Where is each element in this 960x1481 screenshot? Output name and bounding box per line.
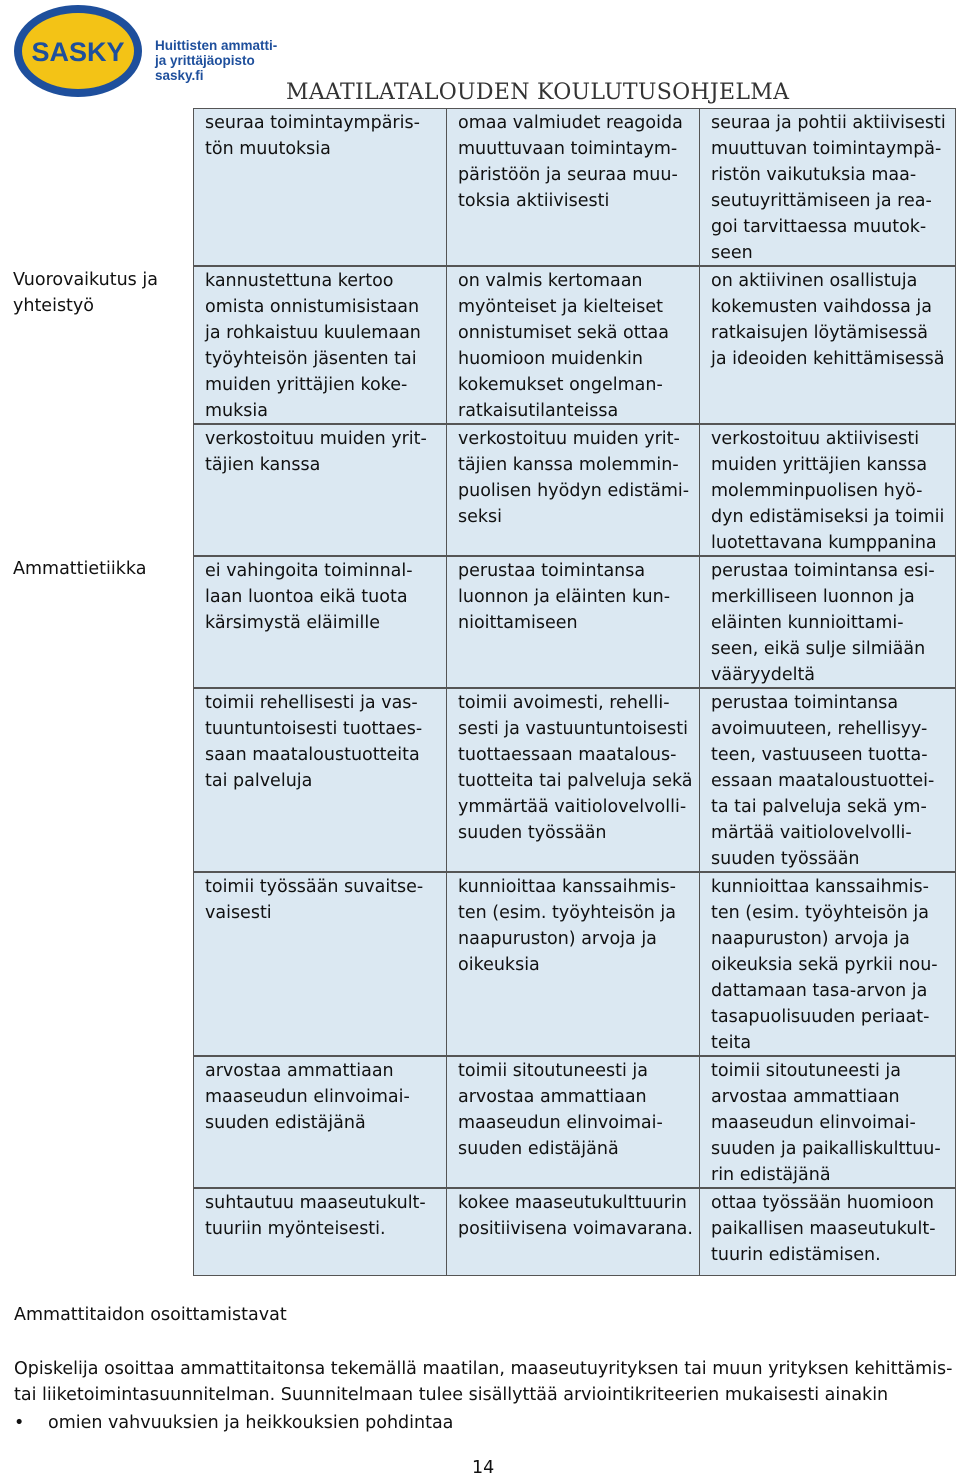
table-cell: on aktiivinen osallistuja kokemusten vaihdossa ja ratkaisujen löytämisessä ja ideoiden kehittämisessä bbox=[699, 266, 956, 424]
table-cell: toimii rehellisesti ja vas- tuuntuntoisesti tuottaes- saan maataloustuotteita tai palveluja bbox=[193, 688, 447, 872]
logo-line3: sasky.fi bbox=[155, 68, 204, 83]
table-cell: kunnioittaa kanssaihmis- ten (esim. työyhteisön ja naapuruston) arvoja ja oikeuksia bbox=[446, 872, 700, 1056]
row-label bbox=[2, 1056, 193, 1188]
table-cell: omaa valmiudet reagoida muuttuvaan toimintaym- päristöön ja seuraa muu- toksia aktiivisesti bbox=[446, 108, 700, 266]
table-cell: perustaa toimintansa esi- merkilliseen luonnon ja eläinten kunnioittami- seen, eikä sulje silmiään vääryydeltä bbox=[699, 556, 956, 688]
table-cell: seuraa toimintaympäris- tön muutoksia bbox=[193, 108, 447, 266]
table-cell: toimii työssään suvaitse- vaisesti bbox=[193, 872, 447, 1056]
criteria-table bbox=[2, 108, 956, 1276]
table-cell: seuraa ja pohtii aktiivisesti muuttuvan toimintaympä- ristön vaikutuksia maa- seutuyrittämiseen ja rea- goi tarvittaessa muutok- seen bbox=[699, 108, 956, 266]
table-cell: kannustettuna kertoo omista onnistumisistaan ja rohkaistuu kuulemaan työyhteisön jäsenten tai muiden yrittäjien koke- muksia bbox=[193, 266, 447, 424]
logo-brand: SASKY bbox=[31, 37, 125, 67]
logo-line1: Huittisten ammatti- bbox=[155, 38, 278, 53]
table-cell: on valmis kertomaan myönteiset ja kielteiset onnistumiset sekä ottaa huomioon muidenkin kokemukset ongelman- ratkaisutilanteissa bbox=[446, 266, 700, 424]
sasky-logo bbox=[12, 2, 282, 100]
table-cell: verkostoituu muiden yrit- täjien kanssa bbox=[193, 424, 447, 556]
table-cell: perustaa toimintansa avoimuuteen, rehellisyy- teen, vastuuseen tuotta- essaan maataloustuottei- ta tai palveluja sekä ym- märtää vaitiolovelvolli- suuden työssään bbox=[699, 688, 956, 872]
table-cell: toimii sitoutuneesti ja arvostaa ammattiaan maaseudun elinvoimai- suuden ja paikalliskulttuu- rin edistäjänä bbox=[699, 1056, 956, 1188]
document-header: MAATILATALOUDEN KOULUTUSOHJELMA bbox=[286, 80, 790, 105]
row-label bbox=[2, 108, 193, 266]
bullet-item: omien vahvuuksien ja heikkouksien pohdintaa bbox=[48, 1413, 454, 1433]
section-title: Ammattitaidon osoittamistavat bbox=[14, 1305, 287, 1325]
table-cell: toimii avoimesti, rehelli- sesti ja vastuuntuntoisesti tuottaessaan maatalous- tuotteita tai palveluja sekä ymmärtää vaitiolovelvolli- suuden työssään bbox=[446, 688, 700, 872]
table-cell: kunnioittaa kanssaihmis- ten (esim. työyhteisön ja naapuruston) arvoja ja oikeuksia sekä pyrkii nou- dattamaan tasa-arvon ja tasapuolisuuden periaat- teita bbox=[699, 872, 956, 1056]
table-cell: suhtautuu maaseutukult- tuuriin myönteisesti. bbox=[193, 1188, 447, 1276]
table-cell: perustaa toimintansa luonnon ja eläinten kun- nioittamiseen bbox=[446, 556, 700, 688]
row-label bbox=[2, 688, 193, 872]
row-label: Ammattietiikka bbox=[2, 556, 193, 688]
page-number: 14 bbox=[472, 1458, 495, 1478]
row-label bbox=[2, 424, 193, 556]
table-cell: arvostaa ammattiaan maaseudun elinvoimai- suuden edistäjänä bbox=[193, 1056, 447, 1188]
table-cell: verkostoituu aktiivisesti muiden yrittäjien kanssa molemminpuolisen hyö- dyn edistämiseksi ja toimii luotettavana kumppanina bbox=[699, 424, 956, 556]
bullet-icon: • bbox=[14, 1413, 25, 1433]
table-cell: ottaa työssään huomioon paikallisen maaseutukult- tuurin edistämisen. bbox=[699, 1188, 956, 1276]
table-cell: toimii sitoutuneesti ja arvostaa ammattiaan maaseudun elinvoimai- suuden edistäjänä bbox=[446, 1056, 700, 1188]
body-paragraph: Opiskelija osoittaa ammattitaitonsa tekemällä maatilan, maaseutuyrityksen tai muun yrityksen kehittämis- tai liiketoimintasuunnitelman. Suunnitelmaan tulee sisällyttää arviointikriteerien mukaisesti ainakin bbox=[14, 1359, 953, 1405]
table-cell: ei vahingoita toiminnal- laan luontoa eikä tuota kärsimystä eläimille bbox=[193, 556, 447, 688]
row-label: Vuorovaikutus ja yhteistyö bbox=[2, 266, 193, 424]
row-label bbox=[2, 872, 193, 1056]
row-label bbox=[2, 1188, 193, 1276]
table-cell: verkostoituu muiden yrit- täjien kanssa molemmin- puolisen hyödyn edistämi- seksi bbox=[446, 424, 700, 556]
table-cell: kokee maaseutukulttuurin positiivisena voimavarana. bbox=[446, 1188, 700, 1276]
logo-line2: ja yrittäjäopisto bbox=[155, 53, 255, 68]
